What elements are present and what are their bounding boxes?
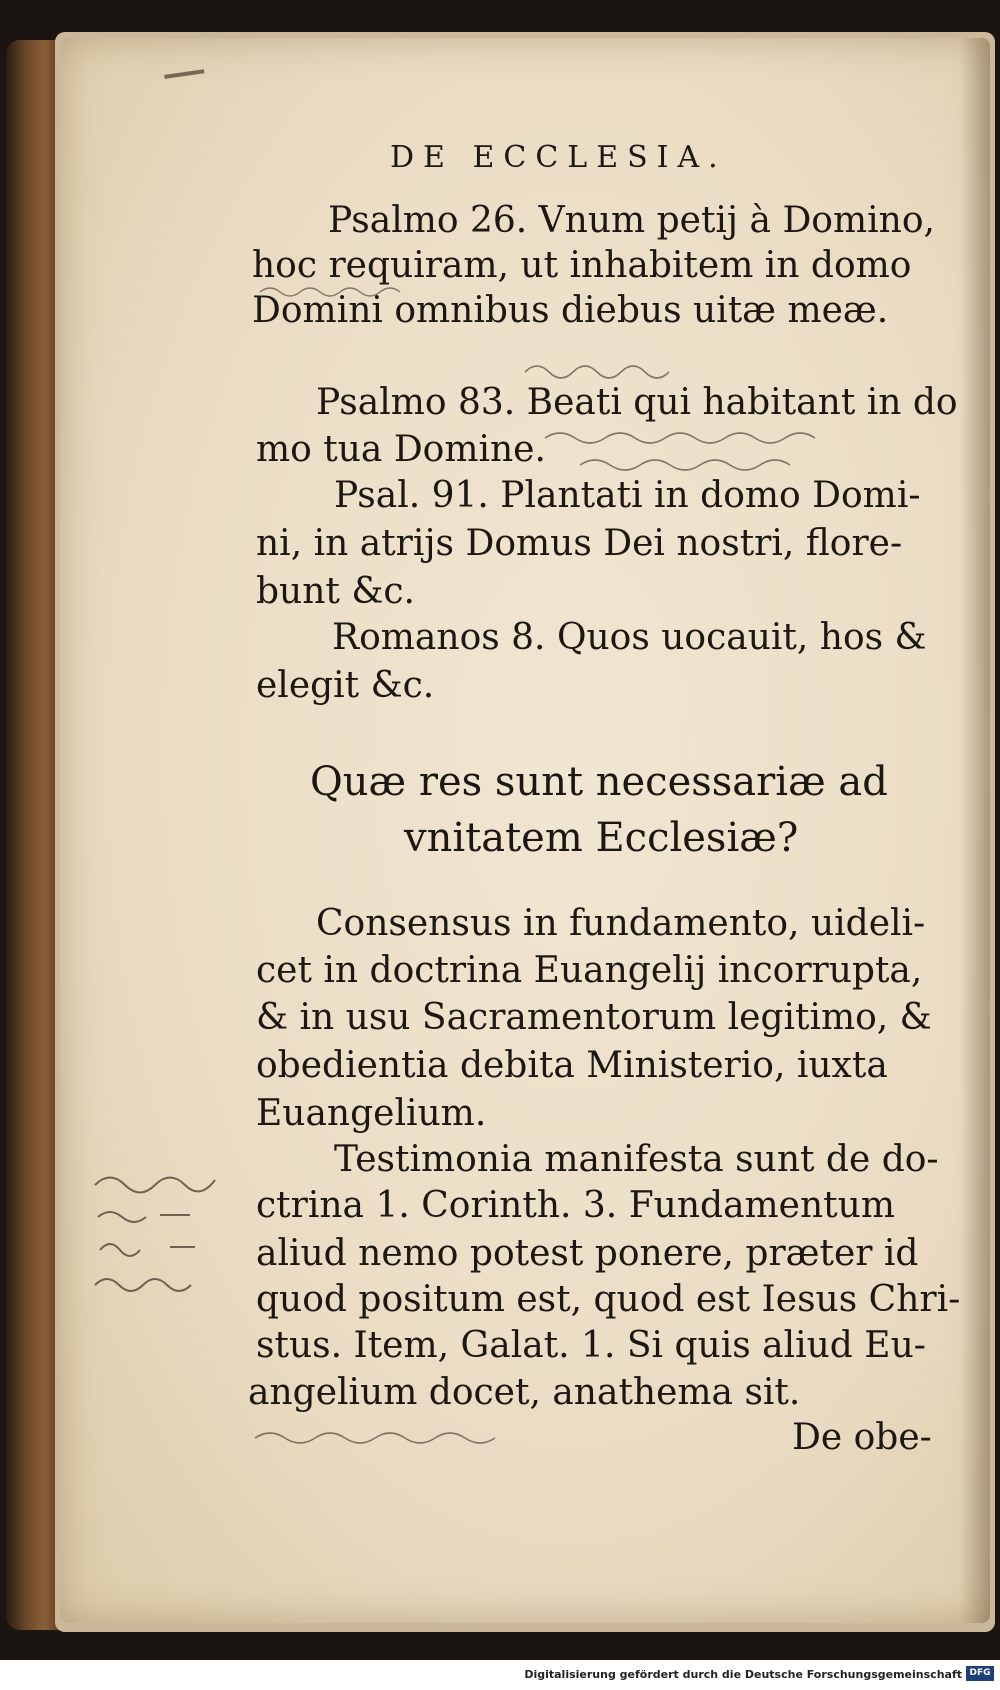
text-line: obedientia debita Ministerio, iuxta bbox=[256, 1045, 888, 1086]
text-line: Consensus in fundamento, uideli- bbox=[316, 903, 926, 944]
footer-credit: Digitalisierung gefördert durch die Deutsche Forschungsgemeinschaft bbox=[524, 1668, 962, 1681]
page-shadow bbox=[960, 38, 990, 1623]
text-line: quod positum est, quod est Iesus Chri- bbox=[256, 1279, 961, 1320]
handwritten-interlinear-note bbox=[520, 352, 720, 382]
text-line: Romanos 8. Quos uocauit, hos & bbox=[332, 617, 927, 658]
text-line: Psalmo 83. Beati qui habitant in do bbox=[316, 382, 958, 423]
text-line: hoc requiram, ut inhabitem in domo bbox=[252, 245, 912, 286]
handwritten-underline-note bbox=[250, 1420, 550, 1450]
question-heading-line: vnitatem Ecclesiæ? bbox=[404, 815, 799, 861]
text-line: Testimonia manifesta sunt de do- bbox=[334, 1139, 939, 1180]
text-line: bunt &c. bbox=[256, 571, 415, 612]
text-line: aliud nemo potest ponere, præter id bbox=[256, 1233, 919, 1274]
text-line: angelium docet, anathema sit. bbox=[248, 1372, 801, 1413]
handwritten-interlinear-note bbox=[540, 420, 900, 480]
text-line: ni, in atrijs Domus Dei nostri, flore- bbox=[256, 523, 903, 564]
handwritten-interlinear-note bbox=[255, 280, 435, 300]
text-line: & in usu Sacramentorum legitimo, & bbox=[256, 997, 932, 1038]
text-line: cet in doctrina Euangelij incorrupta, bbox=[256, 950, 923, 991]
text-line: Euangelium. bbox=[256, 1093, 487, 1134]
handwritten-marginal-note bbox=[90, 1155, 250, 1315]
footer-bar bbox=[0, 1660, 1000, 1690]
text-line: Psal. 91. Plantati in domo Domi- bbox=[334, 475, 921, 516]
text-line: Domini omnibus diebus uitæ meæ. bbox=[252, 290, 889, 331]
text-line: stus. Item, Galat. 1. Si quis aliud Eu- bbox=[256, 1325, 926, 1366]
question-heading-line: Quæ res sunt necessariæ ad bbox=[310, 759, 888, 805]
dfg-logo: DFG bbox=[966, 1666, 994, 1681]
catchword: De obe- bbox=[792, 1417, 932, 1458]
text-line: Psalmo 26. Vnum petij à Domino, bbox=[328, 200, 935, 241]
running-header: DE ECCLESIA. bbox=[390, 140, 727, 175]
text-line: elegit &c. bbox=[256, 665, 435, 706]
text-line: mo tua Domine. bbox=[256, 429, 546, 470]
text-line: ctrina 1. Corinth. 3. Fundamentum bbox=[256, 1185, 895, 1226]
